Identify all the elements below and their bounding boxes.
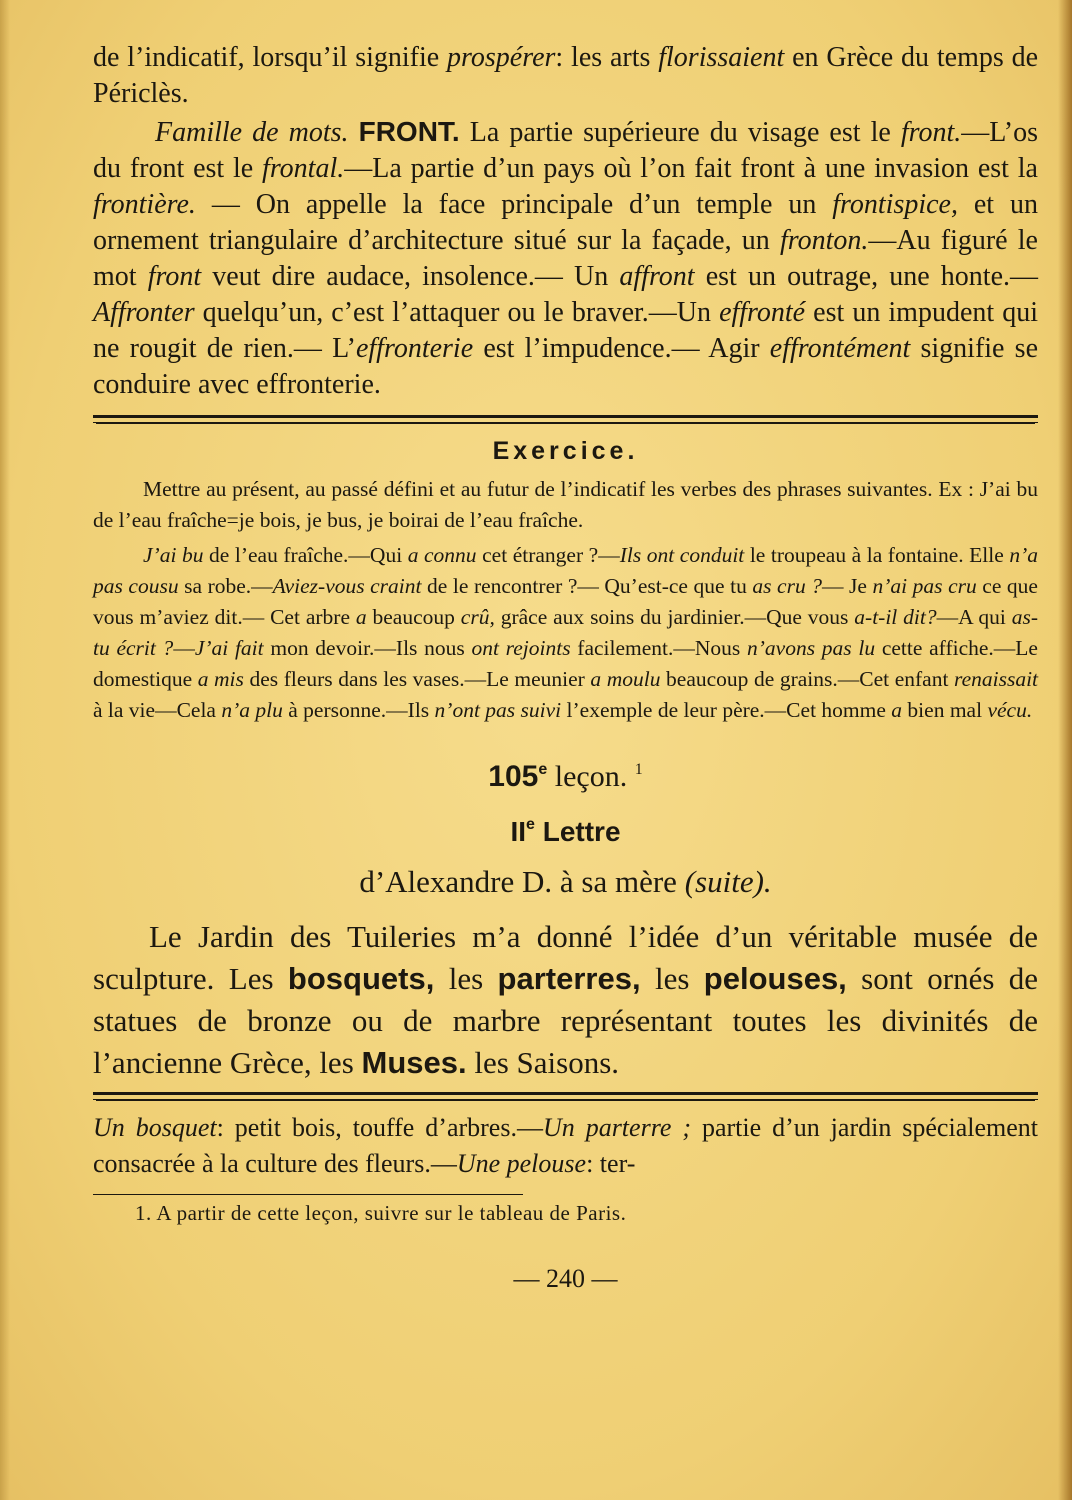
page-number: — 240 —	[513, 1264, 618, 1293]
lesson-heading: 105e leçon. $^1$	[488, 760, 643, 793]
word-family-paragraph: Famille de mots. FRONT. La partie supérieure du visage est le front.—L’os du front est le frontal.—La partie d’un pays où l’on fait front à une invasion est la frontière. — On appelle la face principale d’un temple un frontispice, et un ornement triangulaire d’architecture situé sur la façade, un fronton.—Au figuré le mot front veut dire audace, insolence.— Un affront est un outrage, une honte.— Affronter quelqu’un, c’est l’attaquer ou le braver.—Un effronté est un impudent qui ne rougit de rien.— L’effronterie est l’impudence.— Agir effrontément signifie se conduire avec effronterie.	[93, 116, 1039, 400]
letter-body: Le Jardin des Tuileries m’a donné l’idée d’un véritable musée de sculpture. Les bosquets, les parterres, les pelouses, sont ornés de statues de bronze ou de marbre représentant toutes les divinités de l’ancienne Grèce, les Muses. les Saisons.	[93, 919, 1039, 1080]
footnote-rule	[93, 1194, 523, 1195]
letter-subtitle: d’Alexandre D. à sa mère (suite).	[359, 864, 772, 899]
book-page	[93, 40, 1038, 1294]
glossary-divider	[93, 1092, 1038, 1100]
letter-heading: IIe Lettre	[510, 816, 621, 847]
word-family-keyword: FRONT.	[358, 116, 460, 147]
section-divider	[93, 415, 1038, 423]
glossary: Un bosquet: petit bois, touffe d’arbres.—Un parterre ; partie d’un jardin spécialement consacrée à la culture des fleurs.—Une pelouse: ter-	[93, 1113, 1038, 1178]
footnote: 1. A partir de cette leçon, suivre sur le tableau de Paris.	[135, 1201, 627, 1225]
footnote-marker: 1	[634, 761, 643, 778]
page-edge-right	[1058, 0, 1072, 1500]
exercise-sentences: J’ai bu de l’eau fraîche.—Qui a connu cet étranger ?—Ils ont conduit le troupeau à la fontaine. Elle n’a pas cousu sa robe.—Aviez-vous craint de le rencontrer ?— Qu’est-ce que tu as cru ?— Je n’ai pas cru ce que vous m’aviez dit.— Cet arbre a beaucoup crû, grâce aux soins du jardinier.—Que vous a-t-il dit?—A qui as-tu écrit ?—J’ai fait mon devoir.—Ils nous ont rejoints facilement.—Nous n’avons pas lu cette affiche.—Le domestique a mis des fleurs dans les vases.—Le meunier a moulu beaucoup de grains.—Cet enfant renaissait à la vie—Cela n’a plu à personne.—Ils n’ont pas suivi l’exemple de leur père.—Cet homme a bien mal vécu.	[93, 543, 1039, 722]
intro-paragraph: de l’indicatif, lorsqu’il signifie prospérer: les arts florissaient en Grèce du temps de Périclès.	[93, 42, 1039, 109]
exercise-instructions: Mettre au présent, au passé défini et au futur de l’indicatif les verbes des phrases suivantes. Ex : J’ai bu de l’eau fraîche=je bois, je bus, je boirai de l’eau fraîche.	[93, 477, 1038, 532]
page-edge-left	[0, 0, 10, 1500]
exercise-title: Exercice.	[492, 437, 639, 465]
word-family-label: Famille de mots.	[155, 117, 349, 148]
